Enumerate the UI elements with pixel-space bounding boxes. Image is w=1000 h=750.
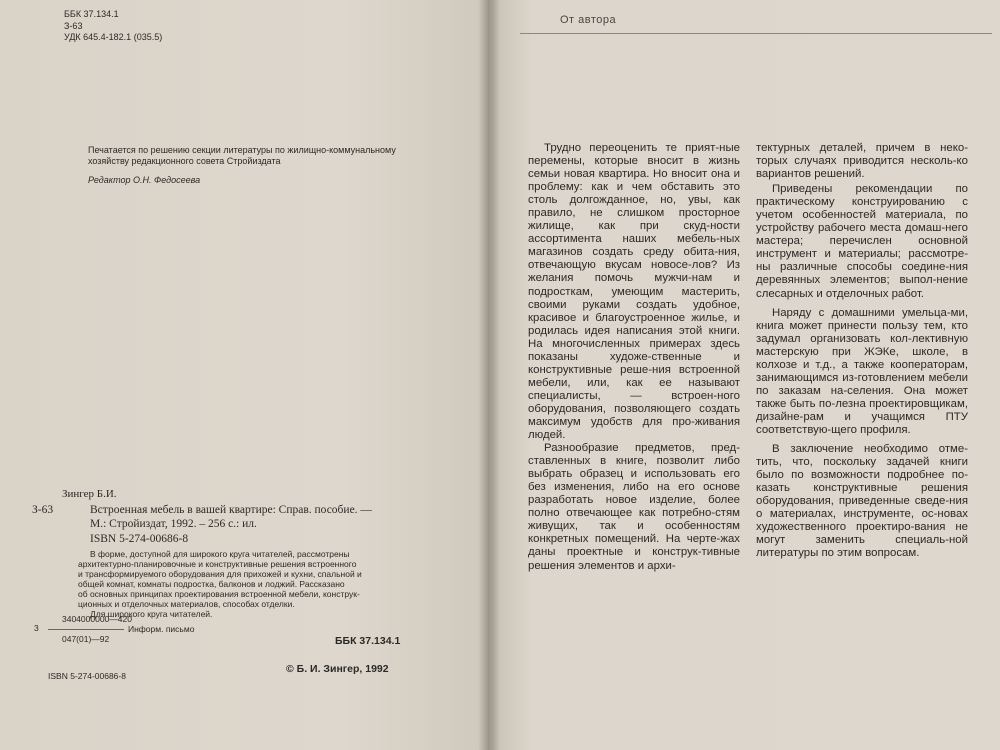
card-annotation-line: общей комнат, комнаты подростка, балконов и лоджий. Рассказано xyxy=(78,579,345,589)
card-annotation-line: Для широкого круга читателей. xyxy=(90,609,213,619)
formula-note: Информ. письмо xyxy=(128,624,195,634)
card-author: Зингер Б.И. xyxy=(62,488,117,500)
author-mark: З-63 xyxy=(64,21,83,31)
left-page xyxy=(0,0,492,750)
paragraph: Наряду с домашними умельца-ми, книга может принести пользу тем, кто задумал организовать кол-лективную мастерскую при ЖЭКе, школе, в колхозе и т.д., а также кооператорам, занимающимся из-готовлением мебели по заказам на-селения. Она может также быть по-лезна проектировщикам, дизайне-рам и учащимся ПТУ соответствую-щего профиля. xyxy=(756,306,968,436)
paragraph: Приведены рекомендации по практическому конструированию с учетом особенностей материала, по устройству рабочего места домаш-него мастера; перечислен основной инструмент и материалы; рассмотре-ны различные способы соедине-ния деревянных элементов; выпол-нение слесарных и отделочных работ. xyxy=(756,183,968,300)
header-rule xyxy=(520,33,992,34)
paragraph: В заключение необходимо отме-тить, что, поскольку задачей книги было по возможности подробнее по-казать конструктивные решения оборудования, приведенные сведе-ния о материалах, инструменте, ос-новах художественного проектиро-вания не могут заменить специаль-ной литературы по этим вопросам. xyxy=(756,443,968,560)
paragraph: тектурных деталей, причем в неко-торых случаях приводится несколь-ко вариантов решений. xyxy=(756,142,968,181)
card-annotation-line: и трансформируемого оборудования для прихожей и кухни, спальной и xyxy=(78,569,362,579)
copyright: © Б. И. Зингер, 1992 xyxy=(286,663,389,675)
card-imprint: М.: Стройиздат, 1992. – 256 с.: ил. xyxy=(90,518,257,530)
udk-code: УДК 645.4-182.1 (035.5) xyxy=(64,32,163,42)
card-bbk: ББК 37.134.1 xyxy=(335,635,401,647)
footer-isbn: ISBN 5-274-00686-8 xyxy=(48,671,126,681)
editor-credit: Редактор О.Н. Федосеева xyxy=(88,175,201,185)
paragraph: Трудно переоценить те прият-ные перемены, которые вносит в жизнь семьи новая квартира. Но вносит она и проблему: как и чем обставить это столь долгожданное, но, увы, как правило, не слишком просторное жилище, как при скуд-ности ассортимента наших мебель-ных магазинов создать среду обита-ния, отвечающую вкусам новосе-лов? Из желания помочь мужчи-нам и подросткам, умеющим мастерить, своими руками создать удобное, красивое и благоустроенное жилье, и родилась идея написания этой книги. На многочисленных примерах здесь показаны художе-ственные и конструктивные реше-ния встроенной мебели, или, как ее называют специалисты, — встроен-ного оборудования, позволяющего создать максимум удобств для про-живания людей. xyxy=(528,142,740,442)
card-margin-code: З-63 xyxy=(32,504,54,516)
book-gutter xyxy=(478,0,500,750)
printed-by-line-1: Печатается по решению секции литературы по жилищно-коммунальному xyxy=(88,145,396,155)
text-column-2 xyxy=(756,142,968,560)
formula-rule xyxy=(48,629,124,630)
formula-top: 3404000000—420 xyxy=(62,614,132,624)
printed-by-line-2: хозяйству редакционного совета Стройиздата xyxy=(88,156,281,166)
card-annotation-line: архитектурно-планировочные и конструктивные решения встроенного xyxy=(78,559,357,569)
card-annotation-line: ционных и отделочных материалов, способах отделки. xyxy=(78,599,295,609)
bbk-code: ББК 37.134.1 xyxy=(64,9,119,19)
card-title: Встроенная мебель в вашей квартире: Справ. пособие. — xyxy=(90,504,372,516)
card-annotation-line: В форме, доступной для широкого круга читателей, рассмотрены xyxy=(90,549,350,559)
formula-bottom: 047(01)—92 xyxy=(62,634,110,644)
card-annotation-line: об основных принципах проектирования встроенной мебели, конструк- xyxy=(78,589,360,599)
paragraph: Разнообразие предметов, пред-ставленных в книге, позволит либо выбрать образец и использовать его без изменения, либо на его основе разработать новое изделие, более полно отвечающее как потребно-стям живущих, так и особенностям конкретных помещений. На черте-жах даны проектные и конструк-тивные решения элементов и архи- xyxy=(528,442,740,572)
text-column-1 xyxy=(528,142,740,573)
page-header: От автора xyxy=(560,14,617,26)
card-isbn: ISBN 5-274-00686-8 xyxy=(90,533,189,545)
formula-num: 3 xyxy=(34,623,39,633)
